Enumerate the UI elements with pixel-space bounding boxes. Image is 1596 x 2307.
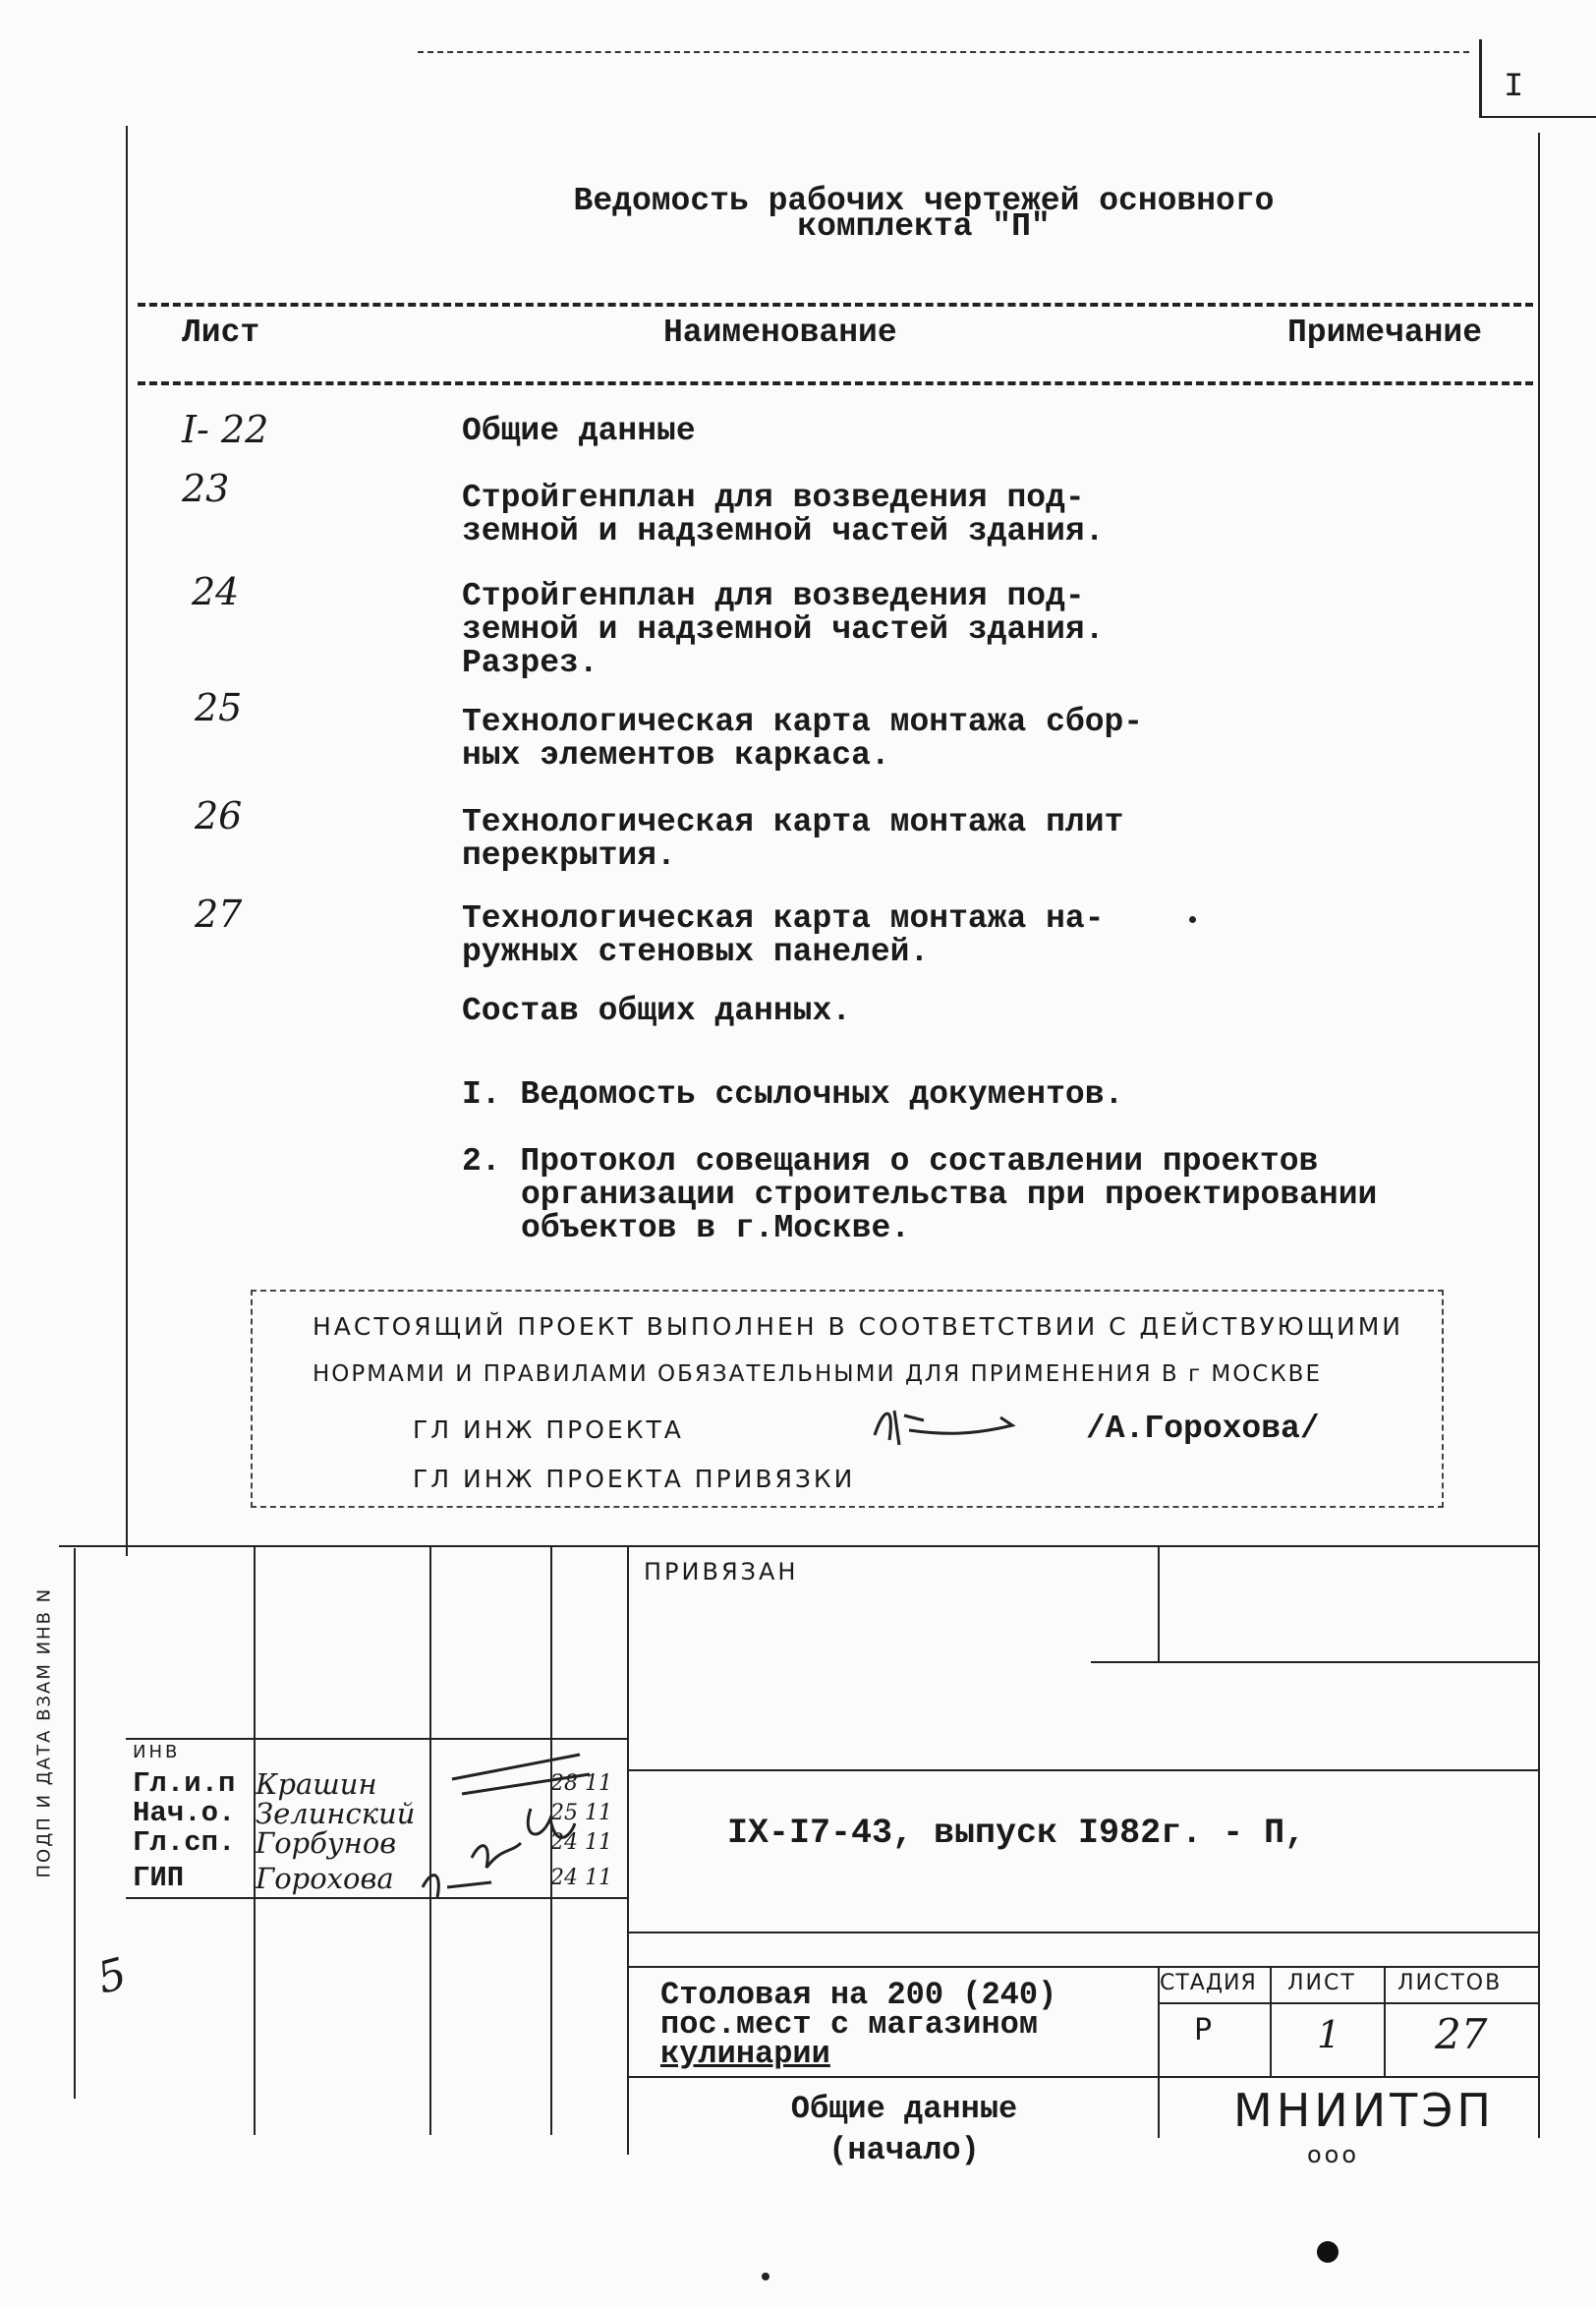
sign-role: Гл.и.п [133,1767,236,1800]
tb-stage-value-rule [627,2076,1538,2078]
sign-role: Нач.о. [133,1797,236,1829]
header-rule-top [138,303,1533,307]
general-data-heading: Состав общих данных. [462,993,852,1029]
stamp-line-4: ГЛ ИНЖ ПРОЕКТА ПРИВЯЗКИ [413,1465,856,1493]
chief-signature [865,1396,1022,1455]
project-line-1: Столовая на 200 (240) [660,1977,1057,2013]
sign-name: Горбунов [256,1826,397,1860]
sign-name: Крашин [256,1767,377,1801]
general-data-item-2 [462,1145,1377,1245]
tb-side-col [74,1548,76,2099]
row-sheet-1: I- 22 [182,408,269,451]
row-6-line-2: ружных стеновых панелей. [462,934,930,970]
col-header-name: Наименование [663,315,897,351]
sign-date: 25 11 [550,1801,612,1825]
inv-label: ИНВ [133,1742,181,1762]
marker-box-bottom [1479,116,1596,118]
row-2-line-2: земной и надземной частей здания. [462,513,1105,549]
sign-date: 24 11 [550,1866,612,1890]
organization-sub: ооо [1307,2141,1360,2168]
row-4-line-1: Технологическая карта монтажа сбор- [462,704,1144,740]
header-rule-bottom [138,381,1533,385]
margin-mark: 5 [91,1948,133,2004]
sheet-label: ЛИСТ [1287,1971,1356,1995]
side-stamp-label: ПОДП И ДАТА ВЗАМ ИНВ N [33,1586,55,1878]
tb-top [59,1545,1538,1547]
row-3-line-1: Стройгенплан для возведения под- [462,578,1085,614]
tb-row-project [627,1932,1538,1933]
document-title [393,185,1454,244]
sheets-label: ЛИСТОВ [1397,1971,1503,1995]
row-name-5 [462,806,1123,873]
project-line-3: кулинарии [660,2036,830,2072]
row-name-1 [462,415,696,448]
row-4-line-2: ных элементов каркаса. [462,737,890,774]
row-5-line-1: Технологическая карта монтажа плит [462,804,1124,840]
project-line-2: пос.мест с магазином [660,2006,1039,2043]
project-name [660,1977,1057,2072]
doc-name-line-1: Общие данные [790,2091,1018,2127]
tb-stage-mid-2 [1384,1966,1386,2076]
top-rule [418,51,1469,53]
title-line-1: Ведомость рабочих чертежей основного [573,183,1275,219]
scan-speck [762,2273,770,2280]
row-name-6 [462,902,1105,969]
row-sheet-3: 24 [192,570,240,613]
tb-row-project-2 [627,1966,1538,1968]
row-sheet-6: 27 [195,893,243,936]
item-2-line-1: 2. Протокол совещания о составлении проектов [462,1143,1319,1180]
tb-col-4 [627,1545,629,2155]
item-2-line-2: организации строительства при проектировании [521,1177,1378,1213]
sign-date: 24 11 [550,1830,612,1855]
frame-right [1538,133,1540,2138]
row-3-line-3: Разрез. [462,645,598,681]
stage-label: СТАДИЯ [1160,1971,1257,1995]
row-name-4 [462,706,1143,773]
tb-sign-top [126,1738,627,1740]
chief-name: /А.Горохова/ [1086,1411,1320,1447]
stamp-line-1: НАСТОЯЩИЙ ПРОЕКТ ВЫПОЛНЕН В СООТВЕТСТВИИ С ДЕЙСТВУЮЩИМИ [313,1312,1403,1341]
document-name [776,2089,1032,2171]
row-sheet-2: 23 [182,467,230,510]
sign-role: ГИП [133,1862,185,1894]
scan-speck [1317,2241,1339,2263]
row-sheet-4: 25 [195,686,243,729]
bound-label: ПРИВЯЗАН [644,1558,799,1586]
col-header-note: Примечание [1287,315,1483,351]
tb-bound-divider [1158,1545,1160,1661]
row-name-3 [462,580,1105,680]
row-1-line-1: Общие данные [462,413,696,449]
row-sheet-5: 26 [195,794,243,837]
sign-name: Горохова [256,1862,394,1895]
sign-date: 28 11 [550,1771,612,1796]
tb-bound-rule [1091,1661,1538,1663]
marker-box-left [1479,39,1482,118]
sign-name: Зелинский [256,1797,416,1830]
tb-stage-mid-1 [1270,1966,1272,2076]
title-line-2: комплекта "П" [797,208,1051,245]
organization: МНИИТЭП [1233,2084,1495,2137]
row-name-2 [462,482,1105,548]
stage-value: Р [1194,2013,1216,2047]
row-3-line-2: земной и надземной частей здания. [462,611,1105,648]
stamp-line-2: НОРМАМИ И ПРАВИЛАМИ ОБЯЗАТЕЛЬНЫМИ ДЛЯ ПРИМЕНЕНИЯ В г МОСКВЕ [313,1361,1322,1387]
frame-left [126,126,128,1556]
col-header-sheet: Лист [182,315,260,351]
tb-row-mid [627,1769,1538,1771]
row-5-line-2: перекрытия. [462,837,676,874]
project-code: IX-I7-43, выпуск I982г. - П, [727,1814,1306,1853]
doc-name-line-2: (начало) [828,2132,980,2168]
signature-scribbles [413,1750,609,1907]
item-2-line-3: объектов в г.Москве. [521,1210,911,1246]
page-marker: I [1504,69,1524,106]
sheet-value: 1 [1317,2013,1341,2056]
row-2-line-1: Стройгенплан для возведения под- [462,480,1085,516]
row-6-line-1: Технологическая карта монтажа на- [462,900,1105,937]
sheets-value: 27 [1435,2010,1488,2058]
tb-stage-header-rule [1158,2002,1538,2004]
scan-speck [1189,916,1196,923]
general-data-item-1: I. Ведомость ссылочных документов. [462,1076,1124,1113]
sign-role: Гл.сп. [133,1826,236,1859]
stamp-line-3: ГЛ ИНЖ ПРОЕКТА [413,1415,684,1444]
